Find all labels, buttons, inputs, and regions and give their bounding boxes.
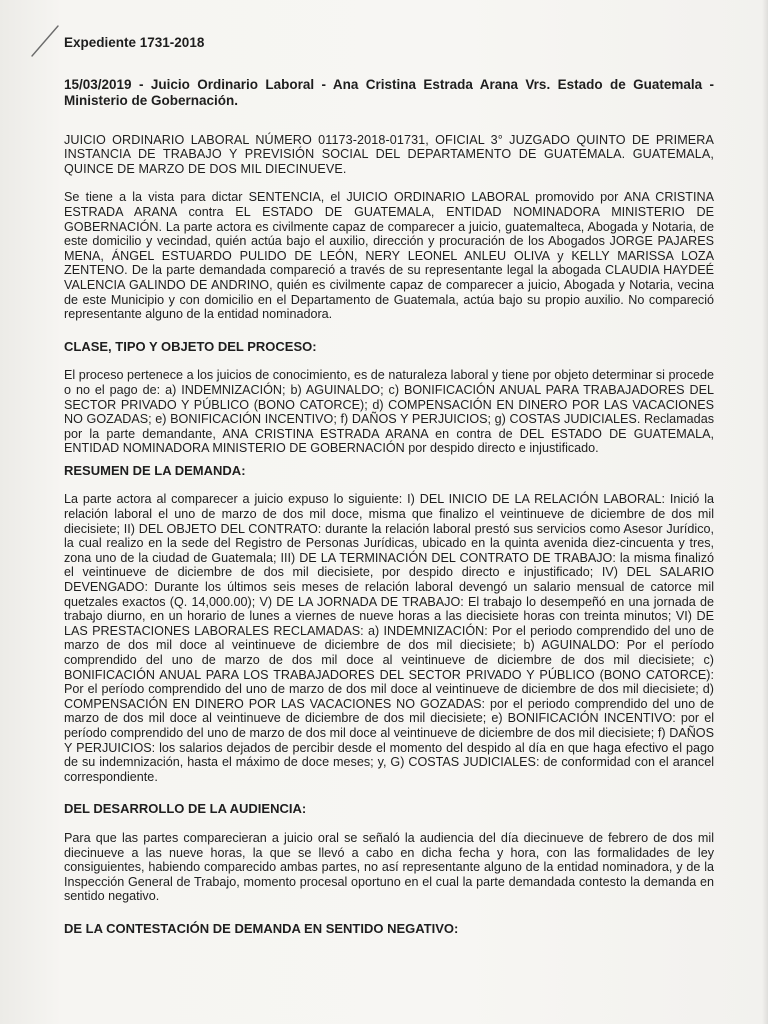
pen-stroke-mark [28,22,68,62]
heading-clase: CLASE, TIPO Y OBJETO DEL PROCESO: [64,338,317,354]
heading-resumen: RESUMEN DE LA DEMANDA: [64,462,246,478]
intro-paragraph: JUICIO ORDINARIO LABORAL NÚMERO 01173-2018-01731, OFICIAL 3° JUZGADO QUINTO DE PRIMERA INSTANCIA DE TRABAJO Y PREVISIÓN SOCIAL DEL DEPARTAMENTO DE GUATEMALA. GUATEMALA, QUINCE DE MARZO DE DOS MIL DIECINUEVE. [64,132,714,176]
document-body [64,36,714,937]
heading-audiencia: DEL DESARROLLO DE LA AUDIENCIA: [64,801,307,817]
case-header: 15/03/2019 - Juicio Ordinario Laboral - Ana Cristina Estrada Arana Vrs. Estado de Guatemala - Ministerio de Gobernación. [64,76,714,108]
paragraph-clase: El proceso pertenece a los juicios de conocimiento, es de naturaleza laboral y tiene por objeto determinar si procede o no el pago de: a) INDEMNIZACIÓN; b) AGUINALDO; c) BONIFICACIÓN ANUAL PARA TRABAJADORES DEL SECTOR PRIVADO Y PÚBLICO (BONO CATORCE); d) COMPENSACIÓN EN DINERO POR LAS VACACIONES NO GOZADAS; e) BONIFICACIÓN INCENTIVO; f) DAÑOS Y PERJUICIOS; g) COSTAS JUDICIALES. Reclamadas por la parte demandante, ANA CRISTINA ESTRADA ARANA en contra de DEL ESTADO DE GUATEMALA, ENTIDAD NOMINADORA MINISTERIO DE GOBERNACIÓN por despido directo e injustificado. [64,368,714,456]
heading-contestacion: DE LA CONTESTACIÓN DE DEMANDA EN SENTIDO NEGATIVO: [64,920,459,936]
paragraph-parties: Se tiene a la vista para dictar SENTENCIA, el JUICIO ORDINARIO LABORAL promovido por ANA CRISTINA ESTRADA ARANA contra EL ESTADO DE GUATEMALA, ENTIDAD NOMINADORA MINISTERIO DE GOBERNACIÓN. La parte actora es civilmente capaz de comparecer a juicio, guatemalteca, Abogada y Notaria, de este domicilio y vecindad, quién actúa bajo el auxilio, dirección y procuración de los Abogados JORGE PAJARES MENA, ÁNGEL ESTUARDO PULIDO DE LEÓN, NERY LEONEL ANLEU OLIVA y KELLY MARISSA LOZA ZENTENO. De la parte demandada compareció a través de su representante legal la abogada CLAUDIA HAYDEÉ VALENCIA GALINDO DE ANDRINO, quién es civilmente capaz de comparecer a juicio, Abogada y Notaria, vecina de este Municipio y con domicilio en el Departamento de Guatemala, actúa bajo su propio auxilio. No compareció representante alguno de la entidad nominadora. [64,190,714,322]
page-edge-shadow [762,0,768,1024]
expediente-number: Expediente 1731-2018 [64,35,205,50]
paragraph-resumen: La parte actora al comparecer a juicio expuso lo siguiente: I) DEL INICIO DE LA RELACIÓN LABORAL: Inició la relación laboral el uno de marzo de dos mil doce, misma que finalizo el veintinueve de diciembre de dos mil diecisiete; II) DEL OBJETO DEL CONTRATO: durante la relación laboral prestó sus servicios como Asesor Jurídico, la cual realizo en la sede del Registro de Personas Jurídicas, ubicado en la quinta avenida diez-cincuenta y tres, zona uno de la ciudad de Guatemala; III) DE LA TERMINACIÓN DEL CONTRATO DE TRABAJO: la misma finalizó el veintinueve de diciembre de dos mil diecisiete, por despido directo e injustificado; IV) DEL SALARIO DEVENGADO: Durante los últimos seis meses de relación laboral devengó un salario mensual de catorce mil quetzales exactos (Q. 14,000.00); V) DE LA JORNADA DE TRABAJO: El trabajo lo desempeñó en una jornada de trabajo diurno, en un horario de lunes a viernes de nueve horas a las diecisiete horas con treinta minutos; VI) DE LAS PRESTACIONES LABORALES RECLAMADAS: a) INDEMNIZACIÓN: Por el periodo comprendido del uno de marzo de dos mil doce al veintinueve de diciembre de dos mil diecisiete; b) AGUINALDO: Por el período comprendido del uno de marzo de dos mil doce al veintinueve de diciembre de dos mil diecisiete; c) BONIFICACIÓN ANUAL PARA LOS TRABAJADORES DEL SECTOR PRIVADO Y PÚBLICO (BONO CATORCE): Por el período comprendido del uno de marzo de dos mil doce al veintinueve de diciembre de dos mil diecisiete; d) COMPENSACIÓN EN DINERO POR LAS VACACIONES NO GOZADAS: por el periodo comprendido del uno de marzo de dos mil doce al veintinueve de diciembre de dos mil diecisiete; e) BONIFICACIÓN INCENTIVO: por el período comprendido del uno de marzo de dos mil doce al veintinueve de diciembre de dos mil diecisiete; f) DAÑOS Y PERJUICIOS: los salarios dejados de percibir desde el momento del despido al día en que haga efectivo el pago de su indemnización, hasta el máximo de doce meses; y, G) COSTAS JUDICIALES: de conformidad con el arancel correspondiente. [64,492,714,784]
paragraph-audiencia: Para que las partes comparecieran a juicio oral se señaló la audiencia del día diecinueve de febrero de dos mil diecinueve a las nueve horas, la que se llevó a cabo en dicha fecha y hora, con las formalidades de ley consiguientes, habiendo comparecido ambas partes, no así representante alguno de la entidad nominadora, y de la Inspección General de Trabajo, momento procesal oportuno en el cual la parte demandada contesto la demanda en sentido negativo. [64,830,714,904]
